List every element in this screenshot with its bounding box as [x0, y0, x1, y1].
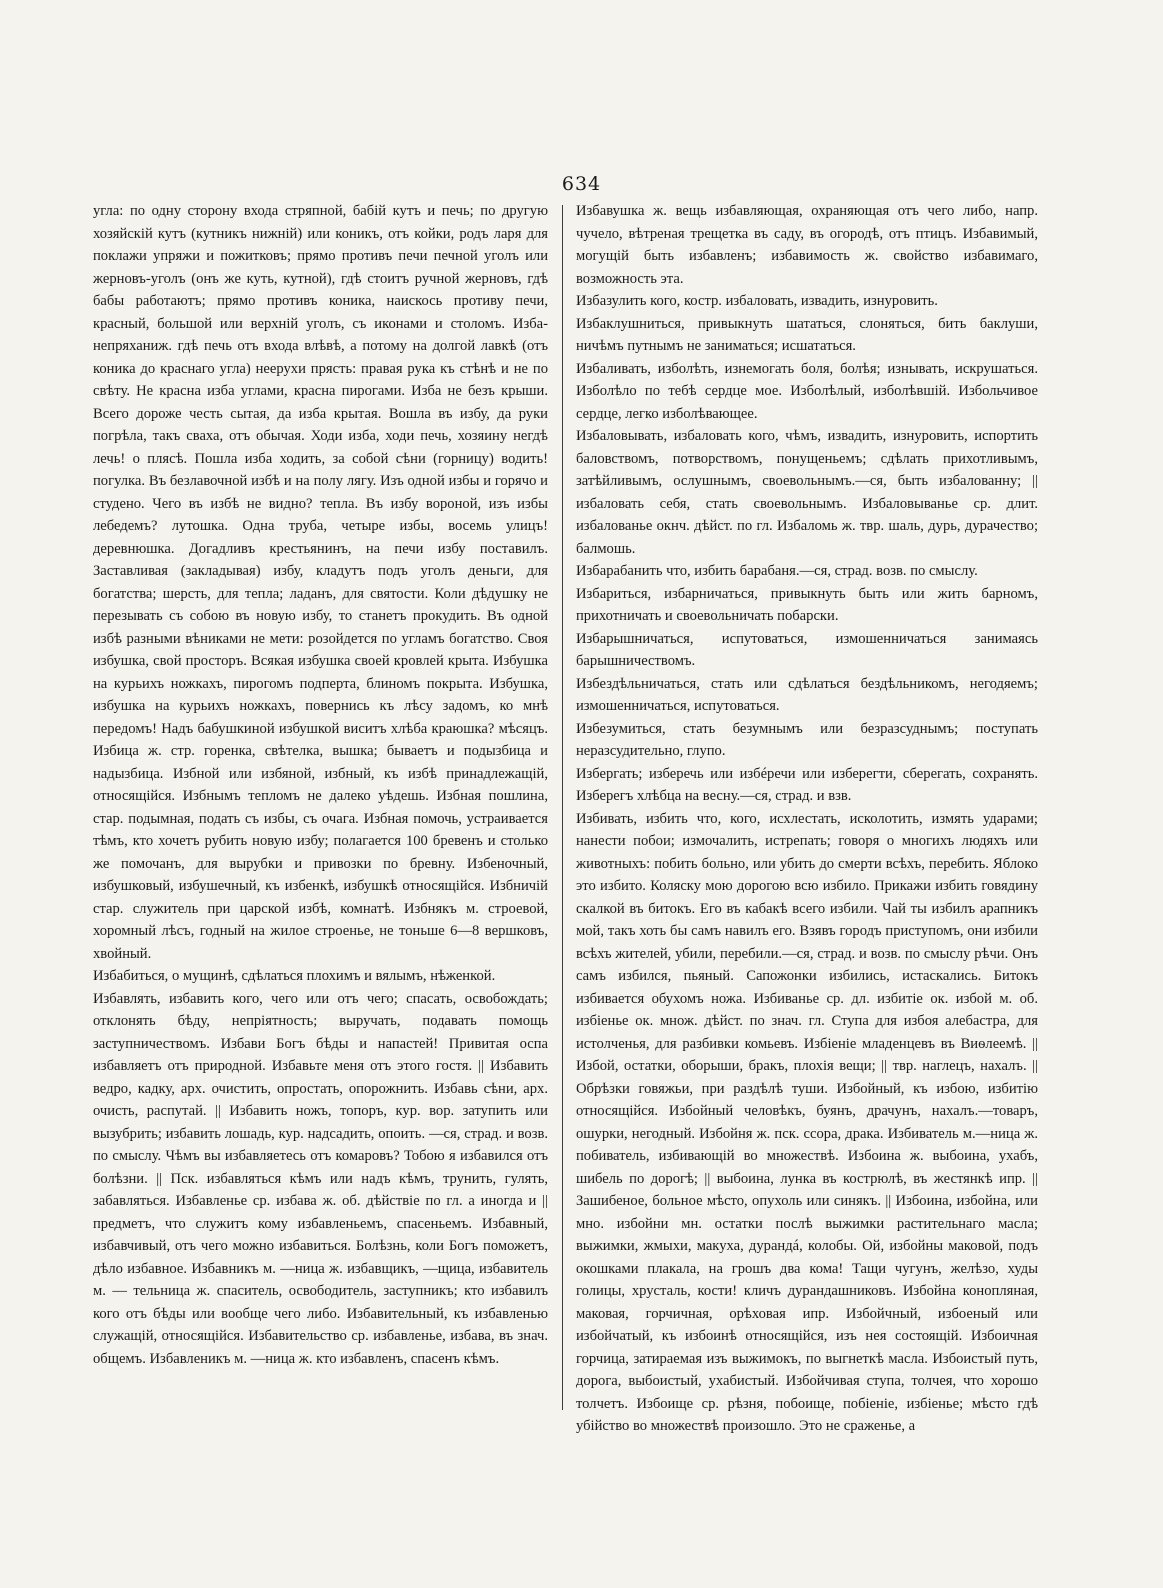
- entry-izbavlyat: Избавлять, избавить кого, чего или отъ чего; спасать, освобождать; отклонять бѣду, непрiятность; выручать, подавать помощь заступничествомъ. Избави Богъ бѣды и напастей! Привитая оспа избавляетъ отъ природной. Избавьте меня отъ этого гостя. || Избавить ведро, кадку, арх. очистить, опростать, опорожнить. Избавь сѣни, арх. очисть, распутай. || Избавить ножъ, топоръ, кур. вор. затупить или вызубрить; избавить лошадь, кур. надсадить, опоить. —ся, страд. и возв. по смыслу. Чѣмъ вы избавляетесь отъ комаровъ? Тобою я избавился отъ болѣзни. || Пск. избавляться кѣмъ или надъ кѣмъ, трунить, гулять, забавляться. Избавленье ср. избава ж. об. дѣйствiе по гл. а иногда и || предметъ, что служитъ кому избавленьемъ, спасеньемъ. Избавный, избавчивый, отъ чего можно избавиться. Болѣзнь, коли Богъ поможетъ, дѣло избавное. Избавникъ м. —ница ж. избавщикъ, —щица, избавитель м. — тельница ж. спаситель, освободитель, заступникъ; кто избавилъ кого отъ бѣды или вообще чего либо. Избавительный, къ избавленью служащiй, относящiйся. Избавительство ср. избавленье, избава, въ знач. общемъ. Избавленикъ м. —ница ж. кто избавленъ, спасенъ кѣмъ.: [93, 990, 548, 1367]
- page-number: 634: [561, 173, 602, 195]
- entry-izba-cont: угла: по одну сторону входа стряпной, бабiй кутъ и печь; по другую хозяйскiй кутъ (кутникъ нижнiй) или коникъ, отъ койки, родъ ларя для поклажи упряжи и пожитковъ; прямо противъ печи печной уголъ или жерновъ-уголъ (онъ же куть, кутной), гдѣ стоитъ ручной жерновъ, гдѣ бабы работаютъ; прямо противъ коника, наискось противу печи, красный, большой или верхнiй уголъ, съ иконами и столомъ. Изба-непряханиж. гдѣ печь отъ входа влѣвѣ, а потому на долгой лавкѣ (отъ коника до краснаго угла) неерухи прясть: правая рука къ стѣнѣ и не по свѣту. Не красна изба углами, красна пирогами. Изба не безъ крыши. Всего дороже честь сытая, да изба крытая. Вошла въ избу, да руки погрѣла, такъ сваха, отъ обычая. Ходи изба, ходи печь, хозяину негдѣ лечь! о плясѣ. Пошла изба ходить, за собой сѣни (горницу) водить! погулка. Въ безлавочной избѣ и на полу лягу. Изъ одной избы и горячо и студено. Чего въ избѣ не видно? тепла. Въ избу вороной, изъ избы лебедемъ? лутошка. Одна труба, четыре избы, восемь улицъ! деревнюшка. Догадливъ крестьянинъ, на печи избу поставилъ. Заставливая (закладывая) избу, кладутъ подъ уголъ деньги, для богатства; шерсть, для тепла; ладанъ, для святости. Коли дѣдушку не перезывать съ собою въ новую избу, то станетъ прокудить. Въ одной избѣ разными вѣниками не мети: розойдется по угламъ богатство. Своя избушка, свой просторъ. Всякая избушка своей кровлей крыта. Избушка на курьихъ ножкахъ, пирогомъ подперта, блиномъ покрыта. Избушка, избушка на курьихъ ножкахъ, повернись къ лѣсу задомъ, ко мнѣ передомъ! Надъ бабушкиной избушкой виситъ хлѣба краюшка? мѣсяцъ. Избица ж. стр. горенка, свѣтелка, вышка; бываетъ и подызбица и надызбица. Избной или избяной, избный, къ избѣ принадлежащiй, относящiйся. Избнымъ тепломъ не далеко уѣдешь. Избная пошлина, стар. подымная, подать съ избы, съ очага. Избная помочь, устраивается тѣмъ, кто хочетъ рубить новую избу; полагается 100 бревенъ и столько же помочанъ, для вырубки и привозки по бревну. Избеночный, избушковый, избушечный, къ избенкѣ, избушкѣ относящiйся. Избничiй стар. служитель при царской избѣ, комнатѣ. Избнякъ м. строевой, хоромный лѣсъ, годный на жилое строенье, не тоньше 6—8 вершковъ, хвойный.: [93, 203, 548, 962]
- entry-izbabitsya: Избабиться, о мущинѣ, сдѣлаться плохимъ и вялымъ, нѣженкой.: [93, 968, 496, 984]
- entry-izbaritsya: Избариться, избарничаться, привыкнуть быть или жить барномъ, прихотничать и своевольничать побарски.: [576, 585, 1038, 624]
- right-column: [576, 200, 1038, 1438]
- entry-izbaryshnichatsya: Избарышничаться, испутоваться, измошенничаться занимаясь барышничествомъ.: [576, 630, 1038, 669]
- entry-izbaklushnitsya: Избаклушниться, привыкнуть шататься, слоняться, бить баклуши, ничѣмъ путнымъ не заниматься; исшататься.: [576, 315, 1038, 354]
- column-divider: [562, 205, 563, 1410]
- entry-izbarabanit: Избарабанить что, избить барабаня.—ся, страд. возв. по смыслу.: [576, 563, 978, 579]
- entry-izbazulit: Избазулить кого, костр. избаловать, извадить, изнуровить.: [576, 293, 938, 309]
- entry-izbergat: Избергать; изберечь или избéречи или изберегти, сберегать, сохранять. Изберегъ хлѣбца на весну.—ся, страд. и взв.: [576, 765, 1038, 804]
- entry-izbavushka: Избавушка ж. вещь избавляющая, охраняющая отъ чего либо, напр. чучело, вѣтреная трещетка въ саду, въ огородѣ, отъ птицъ. Избавимый, могущiй быть избавленъ; избавимость ж. свойство избавимаго, возможность эта.: [576, 203, 1038, 287]
- entry-izbezdelnichatsya: Избездѣльничаться, стать или сдѣлаться бездѣльникомъ, негодяемъ; измошенничаться, испутоваться.: [576, 675, 1038, 714]
- entry-izbezumitsya: Избезумиться, стать безумнымъ или безразсуднымъ; поступать неразсудительно, глупо.: [576, 720, 1038, 759]
- left-column: [93, 200, 548, 1370]
- entry-izbivat: Избивать, избить что, кого, исхлестать, исколотить, измять ударами; нанести побои; измочалить, истрепать; говоря о многихъ людяхъ или животныхъ: побить больно, или убить до смерти всѣхъ, перебить. Яблоко это избито. Коляску мою дорогою всю избило. Прикажи избить говядину скалкой въ битокъ. Его въ кабакѣ всего избили. Чай ты избилъ арапникъ мой, такъ хоть бы самъ навилъ его. Взявъ городъ приступомъ, они избили всѣхъ жителей, убили, перебили.—ся, страд. и возв. по смыслу рѣчи. Онъ самъ избился, пьяный. Сапожонки избились, истаскались. Битокъ избивается обухомъ ножа. Избиванье ср. дл. избитiе ок. избой м. об. избiенье ок. множ. дѣйст. по знач. гл. Ступа для избоя алебастра, для истолченья, для разбивки комьевъ. Избiенiе младенцевъ въ Виѳлеемѣ. || Избой, остатки, оборыши, бракъ, плохiя вещи; || твр. наглецъ, нахалъ. || Обрѣзки говяжьи, при раздѣлѣ туши. Избойный, къ избою, избитiю относящiйся. Избойный человѣкъ, буянъ, драчунъ, нахалъ.—товаръ, ошурки, негодный. Избойня ж. пск. ссора, драка. Избиватель м.—ница ж. побиватель, избивающiй во множествѣ. Избоина ж. выбоина, ухабъ, шибель по дорогѣ; || выбоина, лунка въ кострюлѣ, въ жестянкѣ ипр. || Зашибеное, больное мѣсто, опухоль или синякъ. || Избоина, избойна, или мно. избойни мн. остатки послѣ выжимки растительнаго масла; выжимки, жмыхи, макуха, дурандá, колобы. Ой, избойны маковой, подъ окошками плакала, на грошъ два кома! Тащи чугунъ, желѣзо, худы голицы, хрусталь, кости! кличъ дурандашниковъ. Избойна конопляная, маковая, горчичная, орѣховая ипр. Избойчный, избоеный или избойчатый, къ избоинѣ относящiйся, изъ нея состоящiй. Избоичная горчица, затираемая изъ выжимокъ, по выгнеткѣ масла. Избоистый путь, дорога, выбоистый, ухабистый. Избойчивая ступа, толчея, что хорошо толчетъ. Избоище ср. рѣзня, побоище, побiенiе, избiенье; мѣсто гдѣ убiйство во множествѣ произошло. Это не сраженье, а: [576, 810, 1038, 1434]
- entry-izbalivat: Избаливать, изболѣть, изнемогать боля, болѣя; изнывать, искрушаться. Изболѣло по тебѣ сердце мое. Изболѣлый, изболѣвшiй. Избольчивое сердце, легко изболѣвающее.: [576, 360, 1038, 422]
- entry-izbalovyvat: Избаловывать, избаловать кого, чѣмъ, извадить, изнуровить, испортить баловствомъ, потворствомъ, понущеньемъ; сдѣлать прихотливымъ, затѣйливымъ, ослушнымъ, своевольнымъ.—ся, быть избалованну; || избаловать себя, стать своевольнымъ. Избаловыванье ср. длит. избалованье окнч. дѣйст. по гл. Избаломь ж. твр. шаль, дурь, дурачество; балмошь.: [576, 428, 1038, 557]
